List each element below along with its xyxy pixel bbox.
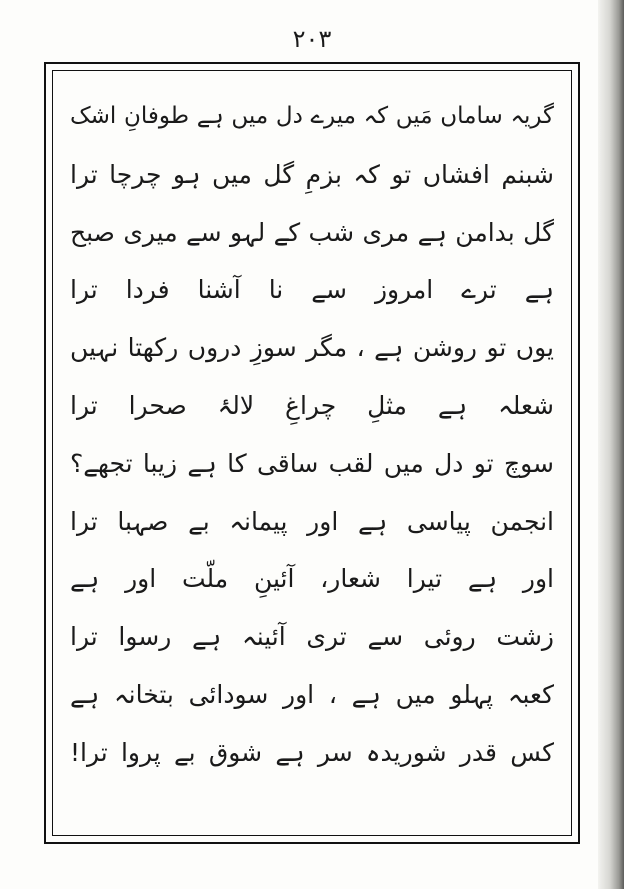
verse-line: کعبہ پہلو میں ہے ، اور سودائی بتخانہ ہے bbox=[70, 679, 554, 709]
verse-line: زشت روئی سے تری آئینہ ہے رسوا ترا bbox=[70, 622, 554, 652]
verse-line: سوچ تو دل میں لقب ساقی کا ہے زیبا تجھے؟ bbox=[70, 448, 554, 478]
verse-line: شبنم افشاں تو کہ بزمِ گل میں ہو چرچا ترا bbox=[70, 159, 554, 189]
verse-line: کس قدر شوریدہ سر ہے شوق بے پروا ترا! bbox=[70, 737, 554, 767]
verse-line: شعلہ ہے مثلِ چراغِ لالۂ صحرا ترا bbox=[70, 390, 554, 420]
verse-line: ہے ترے امروز سے نا آشنا فردا ترا bbox=[70, 275, 554, 305]
page-edge-shadow bbox=[598, 0, 624, 889]
verse-line: گل بدامن ہے مری شب کے لہو سے میری صبح bbox=[70, 217, 554, 247]
verse-line: اور ہے تیرا شعار، آئینِ ملّت اور ہے bbox=[70, 564, 554, 594]
verse-line: انجمن پیاسی ہے اور پیمانہ بے صہبا ترا bbox=[70, 506, 554, 536]
verse-line: یوں تو روشن ہے ، مگر سوزِ دروں رکھتا نہیں bbox=[70, 333, 554, 363]
poem-verses bbox=[70, 88, 554, 782]
page-number: ۲۰۳ bbox=[292, 25, 332, 53]
verse-line: گریہ ساماں مَیں کہ میرے دل میں ہے طوفانِ اشک bbox=[70, 103, 554, 129]
